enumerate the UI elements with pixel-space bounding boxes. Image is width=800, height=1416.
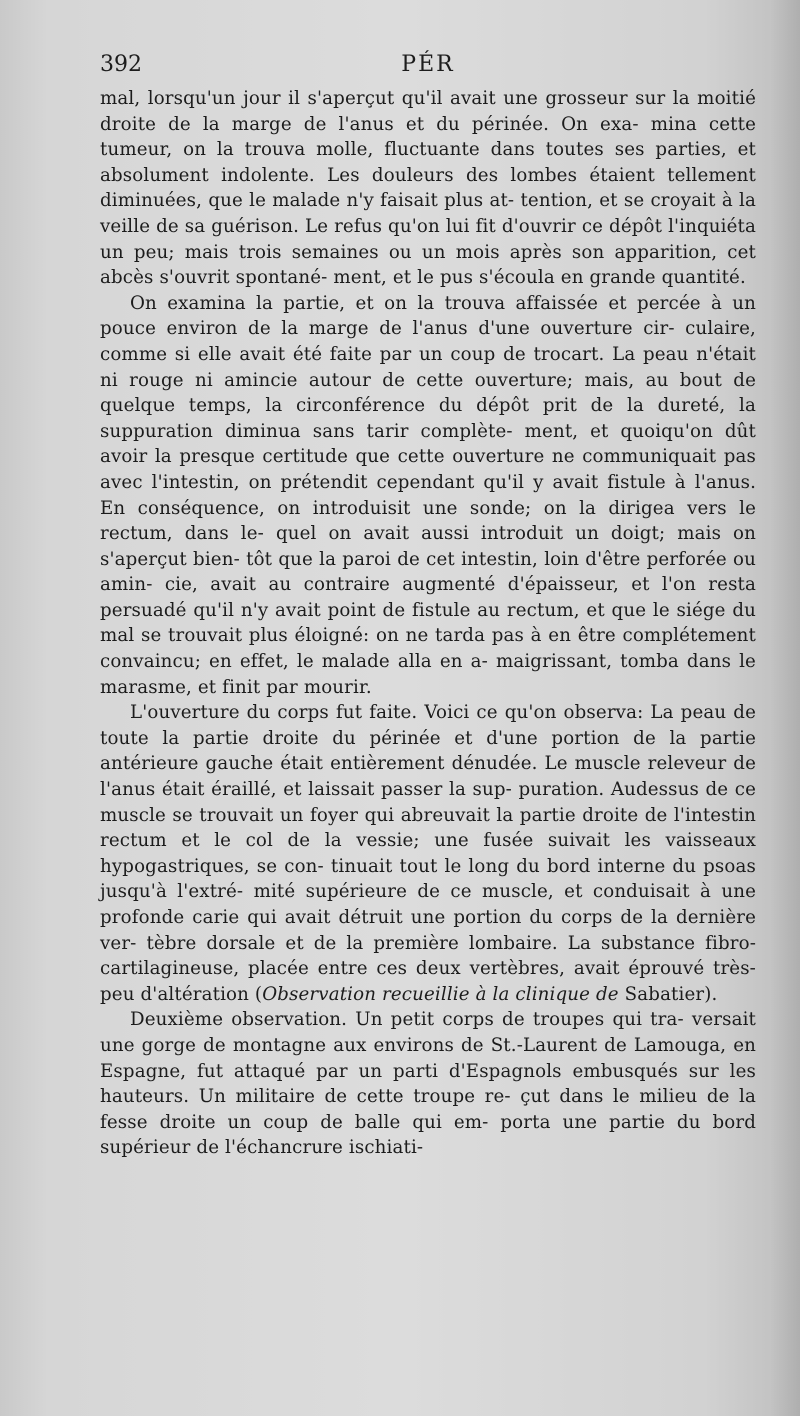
italic-line: très-peu d'altération (Observation recueillie à la clinique de <box>100 958 756 1005</box>
paragraph-2: On examina la partie, et on la trouva affaissée et percée à un pouce environ de la marge de l'anus d'une ouverture cir- culaire, comme si elle avait été faite par un coup de trocart. La peau n'était ni rouge ni amincie autour de cette ouverture; mais, au bout de quelque temps, la circonférence du dépôt prit de la dureté, la suppuration diminua sans tarir complète- ment, et quoiqu'on dût avoir la presque certitude que cette ouverture ne communiquait pas avec l'intestin, on prétendit cependant qu'il y avait fistule à l'anus. En conséquence, on introduisit une sonde; on la dirigea vers le rectum, dans le- quel on avait aussi introduit un doigt; mais on s'aperçut bien- tôt que la paroi de cet intestin, loin d'être perforée ou amin- cie, avait au contraire augmenté d'épaisseur, et l'on resta persuadé qu'il n'y avait point de fistule au rectum, et que le siége du mal se trouvait plus éloigné: on ne tarda pas à en être complétement convaincu; en effet, le malade alla en a- maigrissant, tomba dans le marasme, et finit par mourir. <box>100 292 757 698</box>
paragraph-4: Deuxième observation. Un petit corps de troupes qui tra- versait une gorge de montagne aux environs de St.-Laurent de Lamouga, en Espagne, fut attaqué par un parti d'Espagnols embusqués sur les hauteurs. Un militaire de cette troupe re- çut dans le milieu de la fesse droite un coup de balle qui em- porta une partie du bord supérieur de l'échancrure ischiati- <box>100 1009 757 1159</box>
page-number: 392 <box>100 52 142 77</box>
book-page <box>100 52 756 1161</box>
paragraph-3: L'ouverture du corps fut faite. Voici ce qu'on observa: La peau de toute la partie droite du périnée et d'une portion de la partie antérieure gauche était entièrement dénudée. Le muscle releveur de l'anus était éraillé, et laissait passer la sup- puration. Audessus de ce muscle se trouvait un foyer qui abreuvait la partie droite de l'intestin rectum et le col de la vessie; une fusée suivait les vaisseaux hypogastriques, se con- tinuait tout le long du bord interne du psoas jusqu'à l'extré- mité supérieure de ce muscle, et conduisait à une profonde carie qui avait détruit une portion du corps de la dernière ver- tèbre dorsale et de la première lombaire. La substance fibro- cartilagineuse, placée entre ces deux vertèbres, avait éprouvé très-peu d'altération (Observation recueillie à la clinique de Sabatier). <box>100 702 757 1005</box>
running-head: PÉR <box>401 52 455 77</box>
page-header <box>100 52 756 86</box>
page-gutter-shadow <box>770 0 800 1416</box>
paragraph-1: mal, lorsqu'un jour il s'aperçut qu'il avait une grosseur sur la moitié droite de la marge de l'anus et du périnée. On exa- mina cette tumeur, on la trouva molle, fluctuante dans toutes ses parties, et absolument indolente. Les douleurs des lombes étaient tellement diminuées, que le malade n'y faisait plus at- tention, et se croyait à la veille de sa guérison. Le refus qu'on lui fit d'ouvrir ce dépôt l'inquiéta un peu; mais trois semaines ou un mois après son apparition, cet abcès s'ouvrit spontané- ment, et le pus s'écoula en grande quantité. <box>100 88 757 289</box>
italic-line: Sabatier). <box>624 983 718 1005</box>
body-text <box>100 86 756 1161</box>
